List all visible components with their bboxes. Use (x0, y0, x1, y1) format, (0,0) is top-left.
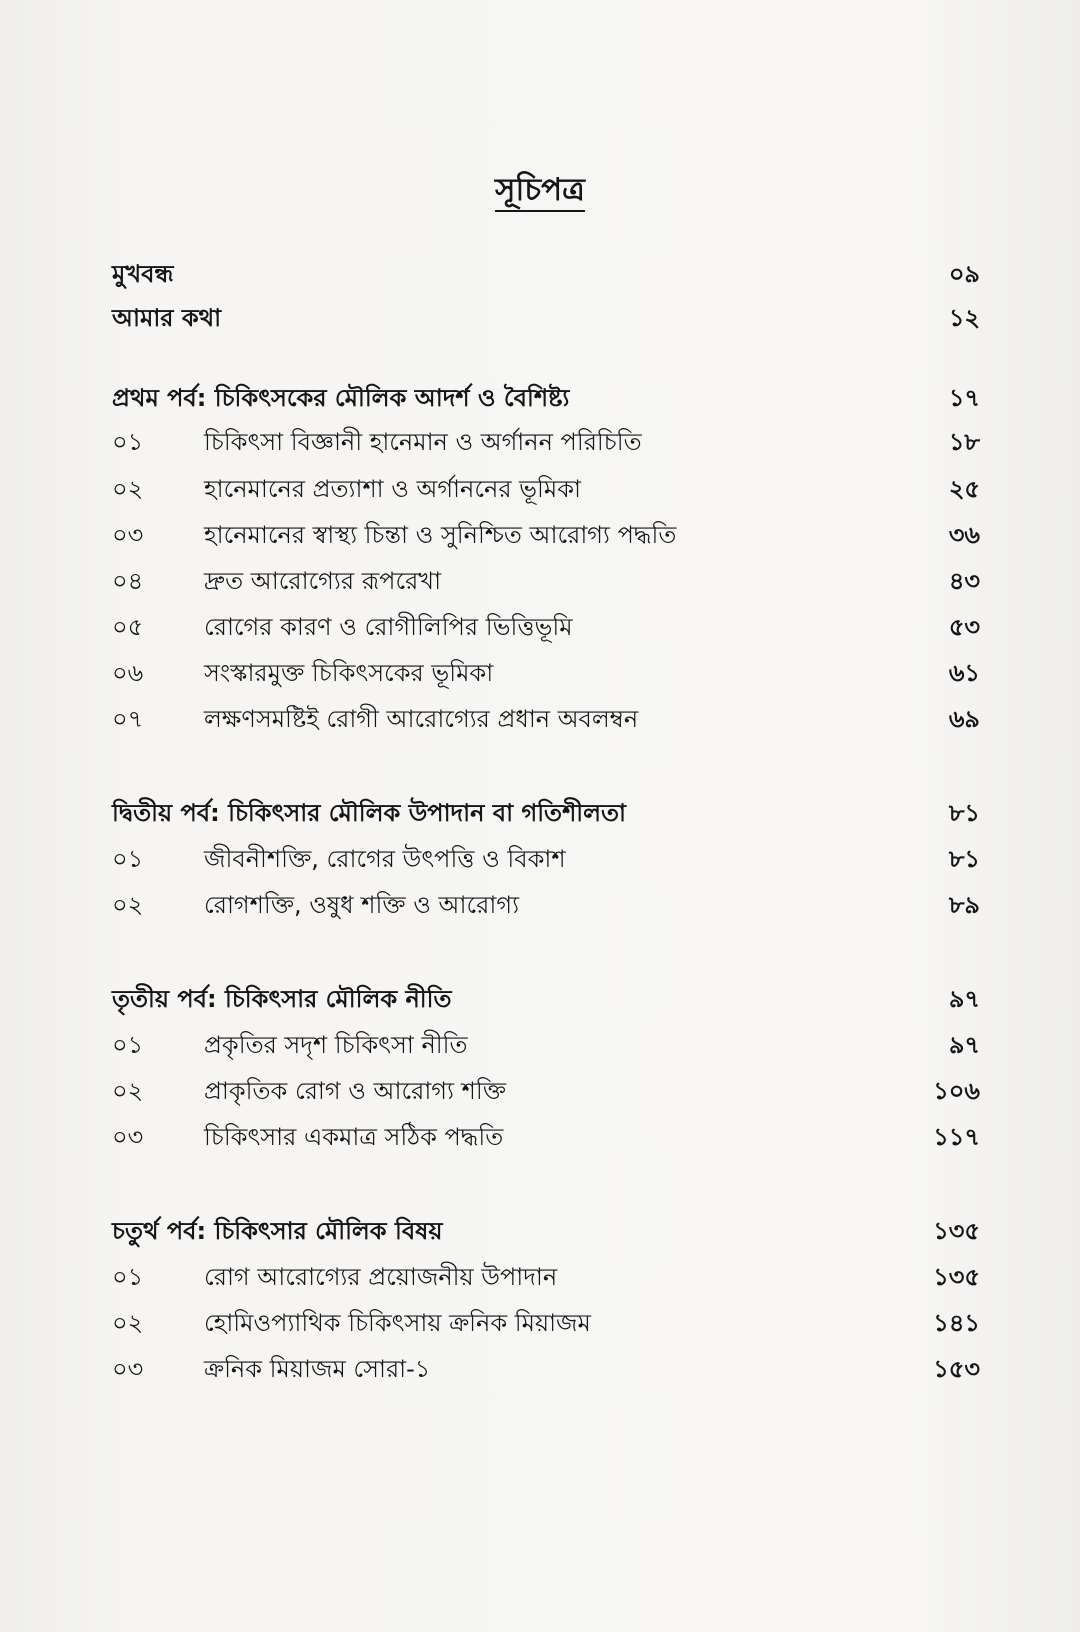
toc-entry (112, 422, 980, 462)
toc-entry (112, 1071, 980, 1111)
toc-entry (112, 1025, 980, 1065)
toc-part-heading (112, 979, 980, 1019)
toc-entry-page: ৬১ (948, 659, 980, 687)
toc-entry (112, 254, 980, 294)
toc-entry-page: ১২ (948, 304, 980, 332)
toc-entry-page: ১৩৫ (933, 1217, 980, 1245)
toc-entry (112, 653, 980, 693)
toc-part-heading (112, 1211, 980, 1251)
toc-entry-page: ১৩৫ (933, 1263, 980, 1291)
toc-entry-page: ১৫৩ (933, 1355, 980, 1383)
toc-entry-number: ০১ (112, 1031, 144, 1059)
toc-entry (112, 515, 980, 555)
toc-entry (112, 607, 980, 647)
toc-entry-page: ৬৯ (948, 705, 980, 733)
toc-entry-number: ০২ (112, 891, 144, 919)
toc-entry (112, 1257, 980, 1297)
toc-entry-page: ৫৩ (948, 613, 980, 641)
toc-entry-label: হোমিওপ্যাথিক চিকিৎসায় ক্রনিক মিয়াজম (204, 1309, 591, 1337)
toc-entry-label: চিকিৎসা বিজ্ঞানী হানেমান ও অর্গানন পরিচিতি (204, 428, 642, 456)
toc-entry-page: ৯৭ (948, 985, 980, 1013)
toc-entry-number: ০৭ (112, 705, 144, 733)
toc-entry-page: ১০৬ (933, 1077, 980, 1105)
toc-entry-page: ১৭ (948, 384, 980, 412)
toc-entry (112, 699, 980, 739)
toc-entry-page: ২৫ (948, 475, 980, 503)
toc-entry-label: প্রাকৃতিক রোগ ও আরোগ্য শক্তি (204, 1077, 507, 1105)
toc-entry-page: ০৯ (948, 260, 980, 288)
toc-entry-number: ০৩ (112, 1355, 144, 1383)
toc-entry-label: রোগের কারণ ও রোগীলিপির ভিত্তিভূমি (204, 613, 573, 641)
toc-entry-page: ১৪১ (933, 1309, 980, 1337)
toc-entry-label: প্রকৃতির সদৃশ চিকিৎসা নীতি (204, 1031, 468, 1059)
page-title (0, 166, 1080, 218)
toc-entry-number: ০৬ (112, 659, 144, 687)
toc-entry-number: ০১ (112, 1263, 144, 1291)
toc-entry (112, 561, 980, 601)
toc-entry-number: ০২ (112, 1077, 144, 1105)
toc-entry-label: সংস্কারমুক্ত চিকিৎসকের ভূমিকা (204, 659, 494, 687)
toc-entry (112, 1303, 980, 1343)
toc-entry (112, 298, 980, 338)
toc-entry-number: ০২ (112, 1309, 144, 1337)
toc-entry-label: রোগশক্তি, ওষুধ শক্তি ও আরোগ্য (204, 891, 520, 919)
toc-entry-label: হানেমানের স্বাস্থ্য চিন্তা ও সুনিশ্চিত আরোগ্য পদ্ধতি (204, 521, 677, 549)
toc-entry-number: ০৫ (112, 613, 144, 641)
toc-entry-label: প্রথম পর্ব: চিকিৎসকের মৌলিক আদর্শ ও বৈশিষ্ট্য (112, 384, 570, 412)
toc-entry (112, 839, 980, 879)
toc-entry-page: ৪৩ (948, 567, 980, 595)
toc-entry-page: ৮১ (948, 799, 980, 827)
toc-part-heading (112, 378, 980, 418)
toc-entry-label: জীবনীশক্তি, রোগের উৎপত্তি ও বিকাশ (204, 845, 566, 873)
toc-entry-number: ০৪ (112, 567, 144, 595)
toc-entry (112, 885, 980, 925)
toc-entry-number: ০২ (112, 475, 144, 503)
toc-part-heading (112, 793, 980, 833)
toc-entry-label: লক্ষণসমষ্টিই রোগী আরোগ্যের প্রধান অবলম্বন (204, 705, 639, 733)
toc-entry-page: ১৮ (948, 428, 980, 456)
toc-entry (112, 469, 980, 509)
toc-entry-page: ১১৭ (933, 1123, 980, 1151)
toc-entry-page: ৯৭ (948, 1031, 980, 1059)
toc-entry-page: ৮১ (948, 845, 980, 873)
toc-entry-number: ০১ (112, 428, 144, 456)
toc-entry-label: তৃতীয় পর্ব: চিকিৎসার মৌলিক নীতি (112, 985, 452, 1013)
toc-entry (112, 1117, 980, 1157)
toc-entry-label: আমার কথা (112, 304, 222, 332)
toc-entry-label: দ্বিতীয় পর্ব: চিকিৎসার মৌলিক উপাদান বা গতিশীলতা (112, 799, 626, 827)
toc-entry-number: ০৩ (112, 521, 144, 549)
toc-entry-label: দ্রুত আরোগ্যের রূপরেখা (204, 567, 442, 595)
toc-entry-label: হানেমানের প্রত্যাশা ও অর্গাননের ভূমিকা (204, 475, 581, 503)
toc-entry-number: ০৩ (112, 1123, 144, 1151)
toc-entry-label: চতুর্থ পর্ব: চিকিৎসার মৌলিক বিষয় (112, 1217, 443, 1245)
toc-entry-label: চিকিৎসার একমাত্র সঠিক পদ্ধতি (204, 1123, 504, 1151)
toc-entry-page: ৮৯ (948, 891, 980, 919)
toc-entry-label: রোগ আরোগ্যের প্রয়োজনীয় উপাদান (204, 1263, 558, 1291)
toc-entry-label: ক্রনিক মিয়াজম সোরা-১ (204, 1355, 431, 1383)
toc-entry (112, 1349, 980, 1389)
toc-entry-label: মুখবন্ধ (112, 260, 174, 288)
toc-entry-number: ০১ (112, 845, 144, 873)
page-title-text: সূচিপত্র (495, 172, 585, 212)
toc-entry-page: ৩৬ (948, 521, 980, 549)
